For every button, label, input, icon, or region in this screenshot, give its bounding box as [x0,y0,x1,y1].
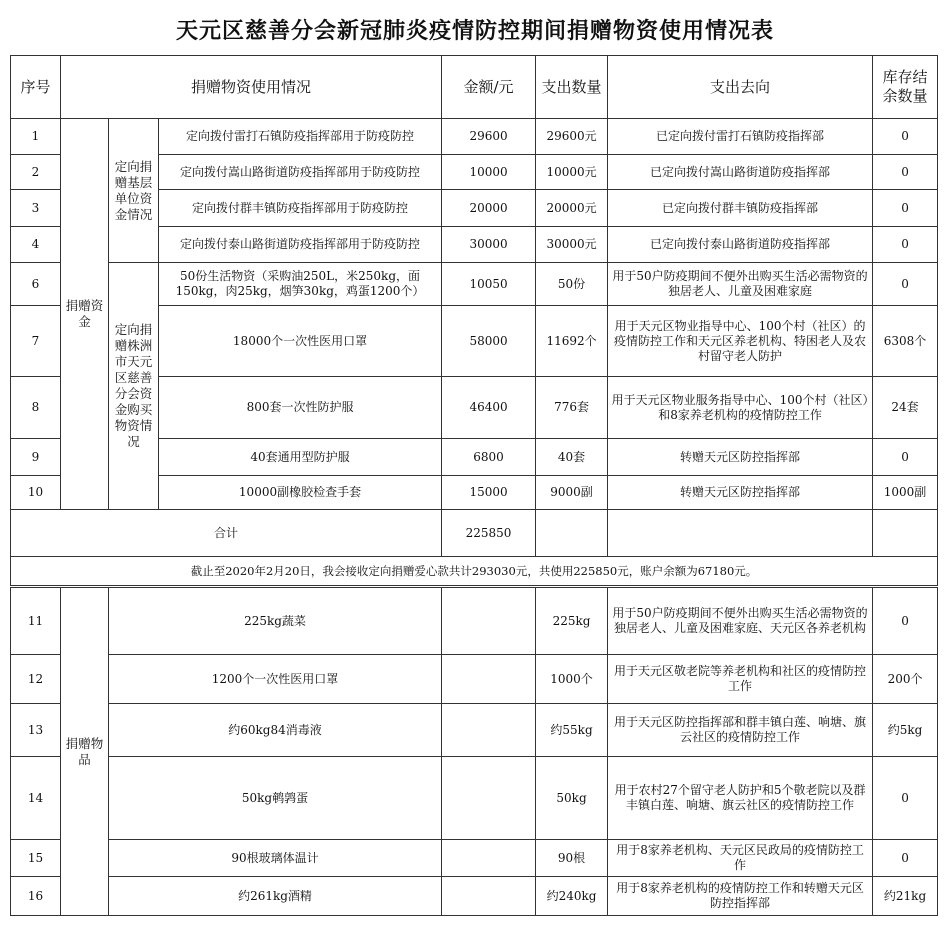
cell-amount: 20000 [442,190,536,227]
cell-amount: 10000 [442,155,536,190]
cell-seq: 3 [11,190,61,227]
cell-seq: 6 [11,263,61,306]
cell-item: 40套通用型防护服 [159,439,442,476]
header-seq: 序号 [11,56,61,119]
group-fund-grassroots: 定向捐赠基层单位资金情况 [109,119,159,263]
cell-amount [442,840,536,877]
cell-seq: 14 [11,757,61,840]
table-row [11,655,938,704]
cell-destination: 已定向拨付雷打石镇防疫指挥部 [608,119,873,155]
cell-destination: 已定向拨付泰山路街道防疫指挥部 [608,227,873,263]
header-row [11,56,938,119]
cell-amount [442,655,536,704]
page-title: 天元区慈善分会新冠肺炎疫情防控期间捐赠物资使用情况表 [175,18,774,44]
total-empty-stock [873,510,938,557]
cell-stock: 0 [873,119,938,155]
cell-item: 50份生活物资（采购油250L，米250kg，面150kg，肉25kg，烟笋30kg，鸡蛋1200个） [159,263,442,306]
cell-destination: 用于天元区防控指挥部和群丰镇白莲、响塘、旗云社区的疫情防控工作 [608,704,873,757]
cell-seq: 2 [11,155,61,190]
cell-destination: 用于农村27个留守老人防护和5个敬老院以及群丰镇白莲、响塘、旗云社区的疫情防控工作 [608,757,873,840]
cell-stock: 0 [873,227,938,263]
cell-seq: 16 [11,877,61,916]
cell-amount: 46400 [442,377,536,439]
cell-stock: 约5kg [873,704,938,757]
cell-amount: 15000 [442,476,536,510]
cell-stock: 0 [873,263,938,306]
cell-destination: 用于8家养老机构、天元区民政局的疫情防控工作 [608,840,873,877]
cell-qty: 约55kg [536,704,608,757]
cell-item: 约261kg酒精 [109,877,442,916]
cell-destination: 用于天元区物业服务指导中心、100个村（社区）和8家养老机构的疫情防控工作 [608,377,873,439]
cell-stock: 200个 [873,655,938,704]
table-row [11,757,938,840]
cell-seq: 10 [11,476,61,510]
cell-seq: 13 [11,704,61,757]
table-body [11,56,938,916]
cell-item: 1200个一次性医用口罩 [109,655,442,704]
cell-amount: 30000 [442,227,536,263]
table-row [11,263,938,306]
cell-stock: 0 [873,587,938,655]
cell-destination: 用于8家养老机构的疫情防控工作和转赠天元区防控指挥部 [608,877,873,916]
cell-amount [442,587,536,655]
cell-item: 50kg鹌鹑蛋 [109,757,442,840]
cell-destination: 已定向拨付嵩山路街道防疫指挥部 [608,155,873,190]
cell-destination: 用于50户防疫期间不便外出购买生活必需物资的独居老人、儿童及困难家庭、天元区各养老机构 [608,587,873,655]
cell-qty: 40套 [536,439,608,476]
cell-qty: 30000元 [536,227,608,263]
cell-qty: 9000副 [536,476,608,510]
table-row [11,587,938,655]
cell-amount [442,704,536,757]
cell-stock: 0 [873,757,938,840]
cell-item: 10000副橡胶检查手套 [159,476,442,510]
cell-item: 225kg蔬菜 [109,587,442,655]
cell-qty: 10000元 [536,155,608,190]
cell-qty: 776套 [536,377,608,439]
cell-qty: 约240kg [536,877,608,916]
cell-seq: 8 [11,377,61,439]
table-row [11,840,938,877]
cell-destination: 转赠天元区防控指挥部 [608,476,873,510]
cell-stock: 24套 [873,377,938,439]
cell-seq: 4 [11,227,61,263]
cell-destination: 已定向拨付群丰镇防疫指挥部 [608,190,873,227]
balance-note: 截止至2020年2月20日，我会接收定向捐赠爱心款共计293030元，共使用225850元，账户余额为67180元。 [11,557,938,587]
header-amount: 金额/元 [442,56,536,119]
cell-item: 18000个一次性医用口罩 [159,306,442,377]
table-row [11,877,938,916]
cell-seq: 11 [11,587,61,655]
total-amount: 225850 [442,510,536,557]
cell-item: 约60kg84消毒液 [109,704,442,757]
total-empty-destination [608,510,873,557]
cell-seq: 15 [11,840,61,877]
cell-qty: 11692个 [536,306,608,377]
total-row [11,510,938,557]
header-usage: 捐赠物资使用情况 [61,56,442,119]
cell-qty: 225kg [536,587,608,655]
cell-stock: 约21kg [873,877,938,916]
total-label: 合计 [11,510,442,557]
header-stock: 库存结余数量 [873,56,938,119]
cell-item: 定向拨付泰山路街道防疫指挥部用于防疫防控 [159,227,442,263]
cell-destination: 用于天元区物业指导中心、100个村（社区）的疫情防控工作和天元区养老机构、特困老人及农村留守老人防护 [608,306,873,377]
cell-amount: 6800 [442,439,536,476]
header-destination: 支出去向 [608,56,873,119]
cell-item: 90根玻璃体温计 [109,840,442,877]
cell-item: 定向拨付嵩山路街道防疫指挥部用于防疫防控 [159,155,442,190]
cell-stock: 0 [873,439,938,476]
cell-amount: 29600 [442,119,536,155]
cell-amount: 10050 [442,263,536,306]
table-row [11,119,938,155]
cell-qty: 50kg [536,757,608,840]
cell-qty: 29600元 [536,119,608,155]
cell-seq: 12 [11,655,61,704]
cell-amount [442,877,536,916]
cell-seq: 7 [11,306,61,377]
group-fund: 捐赠资金 [61,119,109,510]
cell-amount [442,757,536,840]
cell-destination: 用于50户防疫期间不便外出购买生活必需物资的独居老人、儿童及困难家庭 [608,263,873,306]
cell-item: 800套一次性防护服 [159,377,442,439]
cell-stock: 0 [873,190,938,227]
table-row [11,704,938,757]
header-qty: 支出数量 [536,56,608,119]
total-empty-qty [536,510,608,557]
cell-stock: 6308个 [873,306,938,377]
group-goods: 捐赠物品 [61,587,109,916]
cell-stock: 1000副 [873,476,938,510]
cell-item: 定向拨付雷打石镇防疫指挥部用于防疫防控 [159,119,442,155]
group-fund-purchase: 定向捐赠株洲市天元区慈善分会资金购买物资情况 [109,263,159,510]
cell-qty: 20000元 [536,190,608,227]
cell-qty: 1000个 [536,655,608,704]
cell-item: 定向拨付群丰镇防疫指挥部用于防疫防控 [159,190,442,227]
cell-qty: 90根 [536,840,608,877]
cell-destination: 转赠天元区防控指挥部 [608,439,873,476]
cell-stock: 0 [873,155,938,190]
cell-seq: 1 [11,119,61,155]
cell-amount: 58000 [442,306,536,377]
note-row [11,557,938,587]
cell-stock: 0 [873,840,938,877]
donation-usage-table [10,55,938,916]
cell-qty: 50份 [536,263,608,306]
cell-seq: 9 [11,439,61,476]
cell-destination: 用于天元区敬老院等养老机构和社区的疫情防控工作 [608,655,873,704]
